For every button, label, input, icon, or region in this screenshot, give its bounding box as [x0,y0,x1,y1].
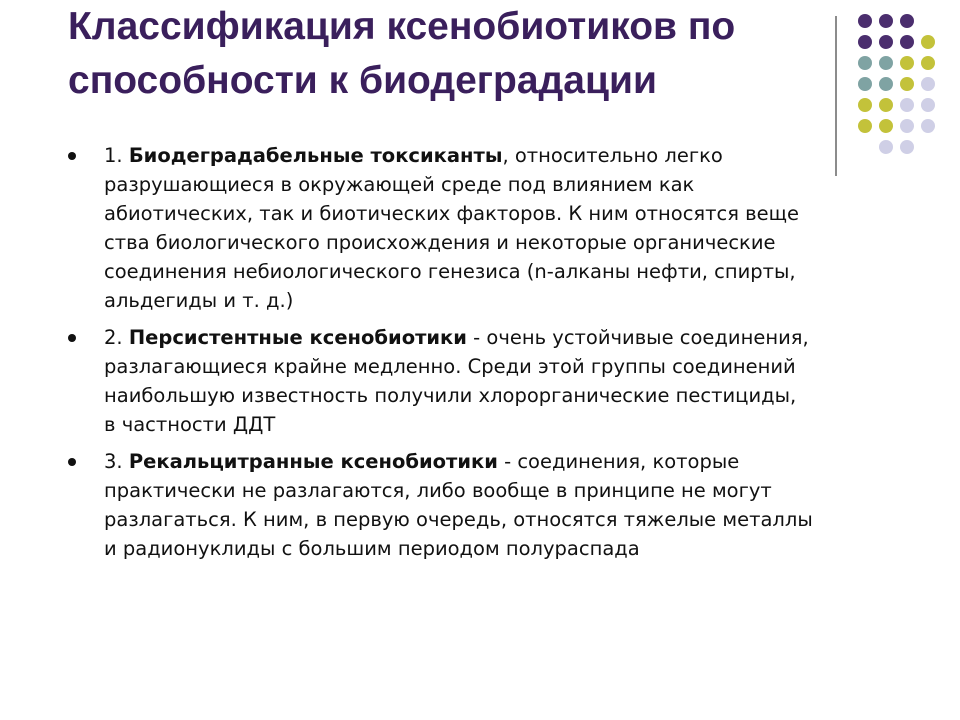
bullet-text: 2. [104,326,129,349]
decorative-dot-icon [879,14,893,28]
decorative-dot-icon [879,35,893,49]
bullet-list [66,141,896,571]
bullet-line [104,352,896,381]
bullet-dot-icon [68,334,76,342]
bullet-text: разлагающиеся крайне медленно. Среди этой группы соединений [104,355,796,378]
bullet-line [104,410,896,439]
bullet-text: практически не разлагаются, либо вообще в принципе не могут [104,479,772,502]
decorative-dot-icon [858,14,872,28]
bullet-term: Персистентные ксенобиотики [128,326,467,349]
bullet-text: разлагаться. К ним, в первую очередь, относятся тяжелые металлы [104,508,813,531]
bullet-text: - соединения, которые [497,450,740,473]
bullet-dot-icon [68,458,76,466]
bullet-line [104,381,896,410]
decorative-dot-icon [921,35,935,49]
decorative-dot-icon [858,77,872,91]
decorative-dot-icon [900,35,914,49]
bullet-line [104,476,896,505]
bullet-line [104,286,896,315]
decorative-dot-icon [921,98,935,112]
decorative-dot-icon [879,77,893,91]
bullet-line [104,447,896,476]
decorative-dot-icon [879,119,893,133]
bullet-text: наибольшую известность получили хлорорганические пестициды, [104,384,797,407]
title-line: Классификация ксенобиотиков по [68,5,736,48]
decorative-dot-icon [921,119,935,133]
bullet-line [104,228,896,257]
bullet-line [104,170,896,199]
bullet-term: Биодеградабельные токсиканты [128,144,503,167]
decorative-dot-icon [900,77,914,91]
bullet-text: ства биологического происхождения и некоторые органические [104,231,776,254]
decorative-dot-icon [921,77,935,91]
bullet-text: - очень устойчивые соединения, [466,326,809,349]
bullet-text: 1. [104,144,129,167]
bullet-text: абиотических, так и биотических факторов. К ним относятся веще [104,202,800,225]
decorative-dot-icon [900,140,914,154]
decorative-dot-icon [879,98,893,112]
decorative-dot-icon [858,98,872,112]
bullet-item [66,323,896,439]
decorative-dot-icon [879,56,893,70]
bullet-item [66,141,896,315]
decorative-dot-icon [921,56,935,70]
decorative-dot-icon [858,119,872,133]
decorative-dot-icon [900,119,914,133]
bullet-line [104,534,896,563]
bullet-text: , относительно легко [502,144,723,167]
bullet-line [104,257,896,286]
bullet-text: и радионуклиды с большим периодом полураспада [104,537,640,560]
bullet-dot-icon [68,152,76,160]
bullet-text: в частности ДДТ [104,413,276,436]
bullet-text: соединения небиологического генезиса (n-алканы нефти, спирты, [104,260,796,283]
bullet-item [66,447,896,563]
slide-title [68,0,828,108]
decorative-dot-icon [900,14,914,28]
bullet-line [104,505,896,534]
bullet-line [104,141,896,170]
decorative-dot-icon [858,35,872,49]
bullet-line [104,323,896,352]
bullet-line [104,199,896,228]
bullet-term: Рекальцитранные ксенобиотики [128,450,498,473]
decorative-dot-icon [900,56,914,70]
bullet-text: альдегиды и т. д.) [104,289,294,312]
decorative-dot-icon [900,98,914,112]
bullet-text: разрушающиеся в окружающей среде под влиянием как [104,173,695,196]
decorative-dot-icon [858,56,872,70]
bullet-text: 3. [104,450,129,473]
title-line: способности к биодеградации [68,59,657,102]
